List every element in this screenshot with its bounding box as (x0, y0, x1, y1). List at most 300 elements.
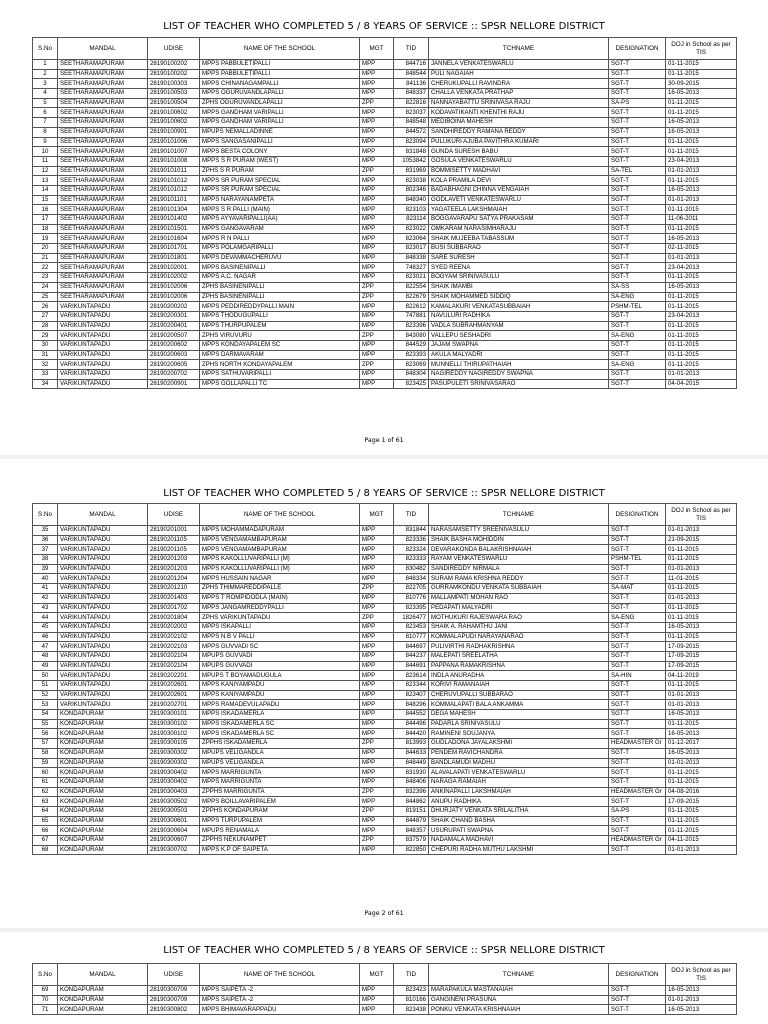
table-row (33, 137, 737, 147)
tid-cell: 823094 (394, 137, 429, 147)
table-row (33, 690, 737, 700)
udise-cell: 28190100602 (148, 118, 200, 128)
udise-header: UDISE (148, 38, 200, 60)
school-name-cell: MPPS S R PALLI (MAIN) (200, 205, 360, 215)
doj-cell: 01-11-2015 (666, 224, 737, 234)
mgt-cell: MPP (360, 845, 394, 855)
school-name-cell: MPPS NARAYANAMPETA (200, 195, 360, 205)
teacher-name-cell: OMKARAM NARASIMHARAJU (429, 224, 609, 234)
udise-cell: 28190202002 (148, 622, 200, 632)
table-row (33, 700, 737, 710)
sno-cell: 3 (33, 79, 58, 89)
mandal-cell: VARIKUNTAPADU (58, 584, 148, 594)
mandal-cell: KONDAPURAM (58, 826, 148, 836)
doj-cell: 16-05-2013 (666, 1005, 737, 1015)
teacher-name-cell: CHERUVUPALLI SUBBARAO (429, 690, 609, 700)
udise-cell: 28190202701 (148, 700, 200, 710)
teacher-table (32, 963, 737, 1015)
mgt-cell: MPP (360, 118, 394, 128)
table-row (33, 340, 737, 350)
tid-cell: 810166 (394, 995, 429, 1005)
table-row (33, 263, 737, 273)
table-row (33, 787, 737, 797)
mgt-header: MGT (360, 504, 394, 526)
mandal-cell: SEETHARAMAPURAM (58, 195, 148, 205)
table-row (33, 777, 737, 787)
teacher-name-cell: GOSULA VENKATESWARLU (429, 156, 609, 166)
mandal-cell: KONDAPURAM (58, 768, 148, 778)
teacher-name-cell: PULUKURI AJUBA PAVITHRA KUMARI (429, 137, 609, 147)
designation-cell: SGT-T (609, 535, 666, 545)
mandal-cell: VARIKUNTAPADU (58, 302, 148, 312)
doj-cell: 11-01-2015 (666, 574, 737, 584)
table-row (33, 816, 737, 826)
mandal-cell: SEETHARAMAPURAM (58, 263, 148, 273)
school-name-cell: MPPS KAKOLLUVARIPALLI (M) (200, 555, 360, 565)
doj-cell: 01-01-2013 (666, 166, 737, 176)
mgt-cell: ZPP (360, 836, 394, 846)
mgt-cell: MPP (360, 642, 394, 652)
udise-cell: 28190300607 (148, 836, 200, 846)
school-name-cell: MPPS TURPUPALEM (200, 816, 360, 826)
udise-cell: 28190102001 (148, 263, 200, 273)
teacher-name-cell: CHERUKUPALLI RAVINDRA (429, 79, 609, 89)
udise-cell: 28190101304 (148, 205, 200, 215)
udise-cell: 28190300503 (148, 806, 200, 816)
doj-cell: 16-05-2013 (666, 234, 737, 244)
mandal-cell: SEETHARAMAPURAM (58, 137, 148, 147)
teacher-name-cell: SHAIK MUJEEBA TABASSUM (429, 234, 609, 244)
mandal-cell: SEETHARAMAPURAM (58, 98, 148, 108)
mgt-cell: MPP (360, 758, 394, 768)
table-row (33, 671, 737, 681)
table-row (33, 632, 737, 642)
teacher-name-cell: GUDLADONA JAYALAKSHMI (429, 739, 609, 749)
table-body (33, 986, 737, 1015)
mgt-cell: MPP (360, 69, 394, 79)
teacher-name-cell: MALEPATI SREELATHA (429, 651, 609, 661)
tid-cell: 1826477 (394, 613, 429, 623)
tid-cell: 819151 (394, 806, 429, 816)
udise-cell: 28190300702 (148, 845, 200, 855)
sno-cell: 29 (33, 331, 58, 341)
doj-cell: 01-01-2013 (666, 526, 737, 536)
mandal-cell: KONDAPURAM (58, 845, 148, 855)
udise-cell: 28190201001 (148, 526, 200, 536)
mgt-cell: MPP (360, 156, 394, 166)
designation-cell: SGT-T (609, 826, 666, 836)
designation-cell: SGT-T (609, 1005, 666, 1015)
school-name-cell: MPPS BHIMAVARAPPADU (200, 1005, 360, 1015)
mgt-cell: MPP (360, 555, 394, 565)
school-name-cell: ZPHS VARIKUNTAPADU (200, 613, 360, 623)
doj-cell: 16-05-2013 (666, 622, 737, 632)
teacher-name-cell: INDLA ANURADHA (429, 671, 609, 681)
table-row (33, 69, 737, 79)
udise-cell: 28190200702 (148, 370, 200, 380)
table-row (33, 292, 737, 302)
udise-cell: 28190300402 (148, 768, 200, 778)
mandal-cell: SEETHARAMAPURAM (58, 89, 148, 99)
designation-cell: SGT-T (609, 321, 666, 331)
udise-cell: 28190101006 (148, 137, 200, 147)
school-name-cell: MPPS BESTA COLONY (200, 147, 360, 157)
mandal-cell: KONDAPURAM (58, 836, 148, 846)
teacher-name-cell: ANUPU RADHIKA (429, 797, 609, 807)
school-name-cell: MPPS DARMAVARAM (200, 350, 360, 360)
table-row (33, 535, 737, 545)
doj-cell: 01-01-2013 (666, 845, 737, 855)
mgt-cell: MPP (360, 311, 394, 321)
udise-cell: 28190101604 (148, 234, 200, 244)
doj-cell: 01-11-2015 (666, 108, 737, 118)
tid-cell: 848340 (394, 195, 429, 205)
tid-cell: 823344 (394, 681, 429, 691)
teacher-name-cell: CHEPURI RADHA MUTHU LAKSHMI (429, 845, 609, 855)
mgt-cell: MPP (360, 60, 394, 70)
school-name-cell: MPUPS VELIGANDLA (200, 758, 360, 768)
tid-cell: 844862 (394, 797, 429, 807)
teacher-name-cell: JAJAM SWAPNA (429, 340, 609, 350)
tid-cell: 823453 (394, 622, 429, 632)
table-row (33, 526, 737, 536)
tid-cell: 848548 (394, 118, 429, 128)
tid-header: TID (394, 964, 429, 986)
designation-cell: SGT-T (609, 215, 666, 225)
udise-cell: 28190300709 (148, 995, 200, 1005)
udise-cell: 28190200401 (148, 321, 200, 331)
doj-cell: 01-11-2015 (666, 360, 737, 370)
tid-cell: 822612 (394, 302, 429, 312)
table-row (33, 176, 737, 186)
mgt-cell: MPP (360, 564, 394, 574)
school-name-cell: MPPS SANGASANIPALLI (200, 137, 360, 147)
sno-cell: 10 (33, 147, 58, 157)
mandal-cell: KONDAPURAM (58, 995, 148, 1005)
table-row (33, 574, 737, 584)
mandal-cell: SEETHARAMAPURAM (58, 147, 148, 157)
teacher-table (32, 503, 737, 855)
sno-cell: 43 (33, 603, 58, 613)
mandal-cell: SEETHARAMAPURAM (58, 253, 148, 263)
designation-cell: SGT-T (609, 127, 666, 137)
table-row (33, 282, 737, 292)
school-name-cell: MPUPS T BOYAMADUGULA (200, 671, 360, 681)
designation-cell: SGT-T (609, 263, 666, 273)
mgt-cell: MPP (360, 545, 394, 555)
doj-cell: 23-04-2013 (666, 263, 737, 273)
teacher-name-cell: RAMINENI SOUJANYA (429, 729, 609, 739)
mgt-cell: MPP (360, 681, 394, 691)
mgt-cell: MPP (360, 263, 394, 273)
tid-cell: 823017 (394, 244, 429, 254)
doj-cell: 16-05-2013 (666, 986, 737, 996)
udise-header: UDISE (148, 964, 200, 986)
school-name-cell: MPPS GOLLAPALLI TC (200, 379, 360, 389)
tid-cell: 844572 (394, 127, 429, 137)
mgt-cell: MPP (360, 137, 394, 147)
table-row (33, 370, 737, 380)
sno-cell: 60 (33, 768, 58, 778)
udise-cell: 28190101801 (148, 253, 200, 263)
sno-cell: 49 (33, 661, 58, 671)
table-row (33, 584, 737, 594)
udise-cell: 28190300402 (148, 777, 200, 787)
mandal-cell: VARIKUNTAPADU (58, 535, 148, 545)
teacher-name-cell: MOTHUKURI RAJESWARA RAO (429, 613, 609, 623)
table-row (33, 234, 737, 244)
mandal-cell: VARIKUNTAPADU (58, 690, 148, 700)
school-name-cell: MPPS DEVAMMACHERUVU (200, 253, 360, 263)
sno-cell: 53 (33, 700, 58, 710)
mandal-cell: VARIKUNTAPADU (58, 642, 148, 652)
mandal-cell: SEETHARAMAPURAM (58, 79, 148, 89)
school-name-cell: MPPS PABBULETIPALLI (200, 69, 360, 79)
doj-cell: 16-05-2013 (666, 748, 737, 758)
doj-cell: 04-08-2016 (666, 787, 737, 797)
mandal-cell: VARIKUNTAPADU (58, 700, 148, 710)
designation-cell: SGT-T (609, 147, 666, 157)
tid-cell: 823614 (394, 671, 429, 681)
tid-cell: 848406 (394, 777, 429, 787)
udise-cell: 28190101008 (148, 156, 200, 166)
doj-cell: 23-04-2013 (666, 311, 737, 321)
udise-cell: 28190200603 (148, 350, 200, 360)
tid-cell: 844496 (394, 719, 429, 729)
teacher-name-cell: MARAPAKULA MASTANAIAH (429, 986, 609, 996)
teacher-name-cell: GUNDA SURESH BABU (429, 147, 609, 157)
mgt-cell: ZPP (360, 98, 394, 108)
mgt-cell: MPP (360, 700, 394, 710)
doj-cell: 17-09-2015 (666, 661, 737, 671)
designation-cell: SGT-T (609, 777, 666, 787)
designation-cell: SGT-T (609, 89, 666, 99)
mandal-cell: VARIKUNTAPADU (58, 603, 148, 613)
sno-cell: 21 (33, 253, 58, 263)
tid-cell: 823103 (394, 205, 429, 215)
doj-cell: 01-11-2015 (666, 816, 737, 826)
udise-cell: 28190202104 (148, 661, 200, 671)
school-name-cell: MPPS PEDDIREDDYPALLI MAIN (200, 302, 360, 312)
school-name-cell: MPPS KANIYAMPADU (200, 681, 360, 691)
udise-cell: 28190102002 (148, 273, 200, 283)
designation-cell: SA-ENG (609, 360, 666, 370)
table-row (33, 806, 737, 816)
mgt-cell: MPP (360, 797, 394, 807)
designation-cell: SA-ENG (609, 613, 666, 623)
mgt-cell: MPP (360, 777, 394, 787)
udise-cell: 28190101012 (148, 185, 200, 195)
school-name-cell: ZPHS NORTH KONDAYAPALEM (200, 360, 360, 370)
doj-cell: 01-01-2013 (666, 370, 737, 380)
mandal-cell: VARIKUNTAPADU (58, 593, 148, 603)
udise-cell: 28190300102 (148, 729, 200, 739)
tid-cell: 822554 (394, 282, 429, 292)
udise-cell: 28190201105 (148, 545, 200, 555)
mandal-cell: SEETHARAMAPURAM (58, 205, 148, 215)
udise-cell: 28190300601 (148, 816, 200, 826)
school-name-cell: MPPS VENGAMAMBAPURAM (200, 535, 360, 545)
mandal-cell: VARIKUNTAPADU (58, 613, 148, 623)
mandal-cell: KONDAPURAM (58, 748, 148, 758)
tid-cell: 802346 (394, 185, 429, 195)
sno-cell: 64 (33, 806, 58, 816)
page-title: LIST OF TEACHER WHO COMPLETED 5 / 8 YEARS OF SERVICE :: SPSR NELLORE DISTRICT (163, 21, 605, 32)
tid-cell: 844552 (394, 710, 429, 720)
mandal-cell: VARIKUNTAPADU (58, 632, 148, 642)
table-row (33, 622, 737, 632)
table-row (33, 156, 737, 166)
teacher-name-cell: NAVULURI RADHIKA (429, 311, 609, 321)
teacher-name-cell: SHAIK IMAMBI (429, 282, 609, 292)
mandal-cell: SEETHARAMAPURAM (58, 292, 148, 302)
sno-cell: 70 (33, 995, 58, 1005)
school-name-cell: MPPS JANGAMREDDYPALLI (200, 603, 360, 613)
mgt-cell: MPP (360, 632, 394, 642)
tid-cell: 848544 (394, 69, 429, 79)
sno-cell: 19 (33, 234, 58, 244)
school-name-header: NAME OF THE SCHOOL (200, 504, 360, 526)
mandal-cell: SEETHARAMAPURAM (58, 166, 148, 176)
mgt-cell: MPP (360, 185, 394, 195)
table-row (33, 613, 737, 623)
table-row (33, 748, 737, 758)
designation-cell: SGT-T (609, 845, 666, 855)
designation-cell: SGT-T (609, 758, 666, 768)
table-row (33, 836, 737, 846)
tid-cell: 844633 (394, 748, 429, 758)
table-row (33, 79, 737, 89)
school-name-cell: MPPS S R PURAM (WEST) (200, 156, 360, 166)
mgt-cell: MPP (360, 526, 394, 536)
doj-cell: 01-01-2013 (666, 195, 737, 205)
udise-cell: 28190100303 (148, 79, 200, 89)
mandal-cell: KONDAPURAM (58, 797, 148, 807)
table-row (33, 995, 737, 1005)
udise-cell: 28190201105 (148, 535, 200, 545)
school-name-cell: ZPPHS NEKUNAMPET (200, 836, 360, 846)
sno-cell: 44 (33, 613, 58, 623)
school-name-cell: MPPS MARRIGUNTA (200, 777, 360, 787)
teacher-name-cell: SANDIREDDY NIRMALA (429, 564, 609, 574)
sno-cell: 6 (33, 108, 58, 118)
table-header-row (33, 504, 737, 526)
designation-cell: PSHM-TEL (609, 555, 666, 565)
table-row (33, 98, 737, 108)
udise-cell: 28190201804 (148, 613, 200, 623)
table-row (33, 253, 737, 263)
mgt-cell: MPP (360, 768, 394, 778)
table-row (33, 710, 737, 720)
doj-cell: 01-11-2015 (666, 584, 737, 594)
doj-header: DOJ in School as per TIS (666, 38, 737, 60)
designation-cell: SGT-T (609, 710, 666, 720)
sno-cell: 2 (33, 69, 58, 79)
tid-cell: 823333 (394, 555, 429, 565)
designation-cell: HEADMASTER Gr (609, 739, 666, 749)
doj-cell: 17-09-2015 (666, 642, 737, 652)
mgt-cell: ZPP (360, 806, 394, 816)
udise-cell: 28190202601 (148, 690, 200, 700)
designation-cell: SGT-T (609, 273, 666, 283)
doj-cell: 01-11-2015 (666, 340, 737, 350)
school-name-cell: MPPS K.P OF SAIPETA (200, 845, 360, 855)
tid-cell: 844716 (394, 60, 429, 70)
doj-cell: 01-01-2013 (666, 564, 737, 574)
sno-cell: 16 (33, 205, 58, 215)
teacher-name-cell: PADARLA SRINIVASULU (429, 719, 609, 729)
designation-cell: SGT-T (609, 748, 666, 758)
tid-cell: 844237 (394, 651, 429, 661)
sno-cell: 68 (33, 845, 58, 855)
tid-cell: 823022 (394, 224, 429, 234)
teacher-name-cell: PAPPANA RAMAKRISHNA (429, 661, 609, 671)
school-name-cell: MPPS CHINANAGAMPALLI (200, 79, 360, 89)
mandal-cell: SEETHARAMAPURAM (58, 69, 148, 79)
tid-cell: 823423 (394, 986, 429, 996)
mandal-cell: SEETHARAMAPURAM (58, 156, 148, 166)
teacher-name-cell: KORIVI RAMANAIAH (429, 681, 609, 691)
mgt-cell: MPP (360, 995, 394, 1005)
mandal-cell: SEETHARAMAPURAM (58, 118, 148, 128)
teacher-name-cell: SARE SURESH (429, 253, 609, 263)
mandal-cell: SEETHARAMAPURAM (58, 282, 148, 292)
udise-cell: 28190200507 (148, 331, 200, 341)
tid-cell: 813993 (394, 739, 429, 749)
mandal-cell: KONDAPURAM (58, 729, 148, 739)
designation-cell: SGT-T (609, 350, 666, 360)
sno-cell: 15 (33, 195, 58, 205)
table-row (33, 118, 737, 128)
mgt-cell: MPP (360, 89, 394, 99)
school-name-cell: MPPS SATHUVARIPALLI (200, 370, 360, 380)
sno-cell: 23 (33, 273, 58, 283)
sno-cell: 24 (33, 282, 58, 292)
mandal-cell: SEETHARAMAPURAM (58, 176, 148, 186)
table-row (33, 797, 737, 807)
tid-cell: 844420 (394, 729, 429, 739)
mgt-cell: MPP (360, 79, 394, 89)
udise-cell: 28190100602 (148, 108, 200, 118)
udise-cell: 28190100202 (148, 69, 200, 79)
page-title: LIST OF TEACHER WHO COMPLETED 5 / 8 YEARS OF SERVICE :: SPSR NELLORE DISTRICT (163, 488, 605, 499)
mandal-cell: SEETHARAMAPURAM (58, 224, 148, 234)
udise-cell: 28190100901 (148, 127, 200, 137)
sno-cell: 25 (33, 292, 58, 302)
school-name-cell: MPPS SR PURAM SPECIAL (200, 185, 360, 195)
tid-cell: 844691 (394, 661, 429, 671)
table-row (33, 758, 737, 768)
doj-cell: 16-05-2013 (666, 282, 737, 292)
sno-cell: 69 (33, 986, 58, 996)
udise-cell: 28190101011 (148, 166, 200, 176)
doj-cell: 16-05-2013 (666, 185, 737, 195)
teacher-name-cell: ANKINAPALLI LAKSHMAIAH (429, 787, 609, 797)
udise-cell: 28190200202 (148, 302, 200, 312)
tid-cell: 848449 (394, 758, 429, 768)
doj-header: DOJ in School as per TIS (666, 504, 737, 526)
sno-cell: 41 (33, 584, 58, 594)
mandal-cell: VARIKUNTAPADU (58, 526, 148, 536)
mandal-cell: VARIKUNTAPADU (58, 321, 148, 331)
tid-cell: 822850 (394, 845, 429, 855)
school-name-cell: MPPS VENGAMAMBAPURAM (200, 545, 360, 555)
mandal-cell: VARIKUNTAPADU (58, 350, 148, 360)
mgt-cell: MPP (360, 593, 394, 603)
mgt-cell: MPP (360, 603, 394, 613)
teacher-name-cell: KOLA PRAMILA DEVI (429, 176, 609, 186)
school-name-cell: MPPS BOILLAVARIPALEM (200, 797, 360, 807)
